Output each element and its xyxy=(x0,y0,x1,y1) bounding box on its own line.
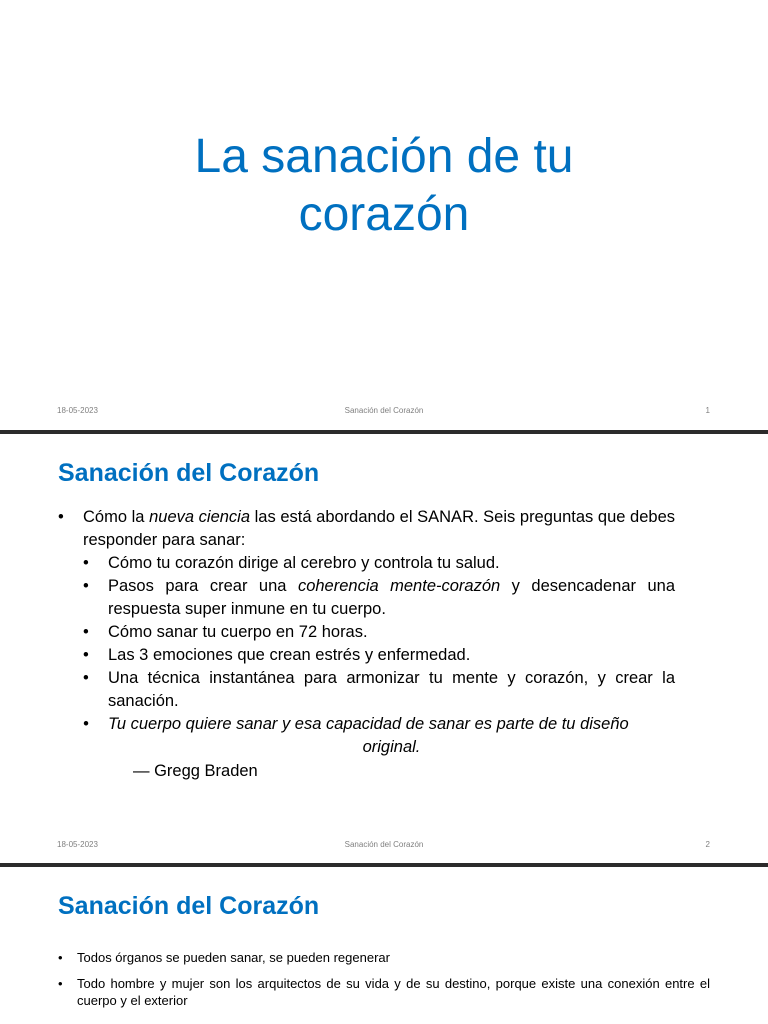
slide-3 xyxy=(0,867,768,1024)
list-item xyxy=(83,644,675,667)
title-line-2: corazón xyxy=(298,188,470,241)
slide-1-footer xyxy=(0,406,768,418)
slide-1 xyxy=(0,0,768,430)
title-line-1: La sanación de tu xyxy=(194,130,574,183)
sub-2-italic: coherencia mente-corazón xyxy=(297,577,501,595)
bullet-1-italic: nueva ciencia xyxy=(149,508,251,526)
bullet-1-text-b: las está abordando el SANAR. Seis preguntas que debes responder para sanar: xyxy=(83,508,675,549)
slide-2-heading: Sanación del Corazón xyxy=(58,459,320,487)
slide-2-footer xyxy=(0,840,768,852)
slide-2-bullet-list xyxy=(58,506,675,783)
list-item xyxy=(58,975,710,1009)
sub-1-text: Cómo tu corazón dirige al cerebro y controla tu salud. xyxy=(108,554,500,572)
page-number: 2 xyxy=(705,840,710,849)
quote-item xyxy=(83,713,675,759)
slide-3-bullet-1: Todos órganos se pueden sanar, se pueden regenerar xyxy=(77,950,390,965)
sub-5-text: Una técnica instantánea para armonizar tu mente y corazón, y crear la sanación. xyxy=(108,669,675,710)
bullet-1-text-a: Cómo la xyxy=(83,508,150,526)
list-item xyxy=(83,667,675,713)
footer-title: Sanación del Corazón xyxy=(344,406,424,415)
sub-bullet-list xyxy=(83,552,675,759)
footer-title: Sanación del Corazón xyxy=(344,840,424,849)
footer-date: 18-05-2023 xyxy=(57,840,98,849)
slide-2 xyxy=(0,434,768,863)
list-item xyxy=(83,552,675,575)
page-number: 1 xyxy=(705,406,710,415)
slide-3-heading: Sanación del Corazón xyxy=(58,892,320,920)
list-item xyxy=(58,506,675,783)
sub-2-text-b: y desencadenar una respuesta super inmune en tu cuerpo. xyxy=(108,577,676,618)
list-item xyxy=(58,949,710,966)
sub-2-text-a: Pasos para crear una xyxy=(108,577,298,595)
footer-date: 18-05-2023 xyxy=(57,406,98,415)
sub-3-text: Cómo sanar tu cuerpo en 72 horas. xyxy=(108,623,368,641)
slide-1-title xyxy=(0,128,768,244)
slide-3-bullet-2: Todo hombre y mujer son los arquitectos de su vida y de su destino, porque existe una conexión entre el cuerpo y el exterior xyxy=(77,976,710,1008)
list-item xyxy=(83,621,675,644)
quote-line-1: Tu cuerpo quiere sanar y esa capacidad de sanar es parte de tu diseño xyxy=(108,715,629,733)
quote-line-2: original. xyxy=(362,738,421,756)
quote-author: — Gregg Braden xyxy=(133,762,258,780)
slide-3-bullet-list xyxy=(58,949,710,1018)
list-item xyxy=(83,575,675,621)
sub-4-text: Las 3 emociones que crean estrés y enfermedad. xyxy=(108,646,471,664)
